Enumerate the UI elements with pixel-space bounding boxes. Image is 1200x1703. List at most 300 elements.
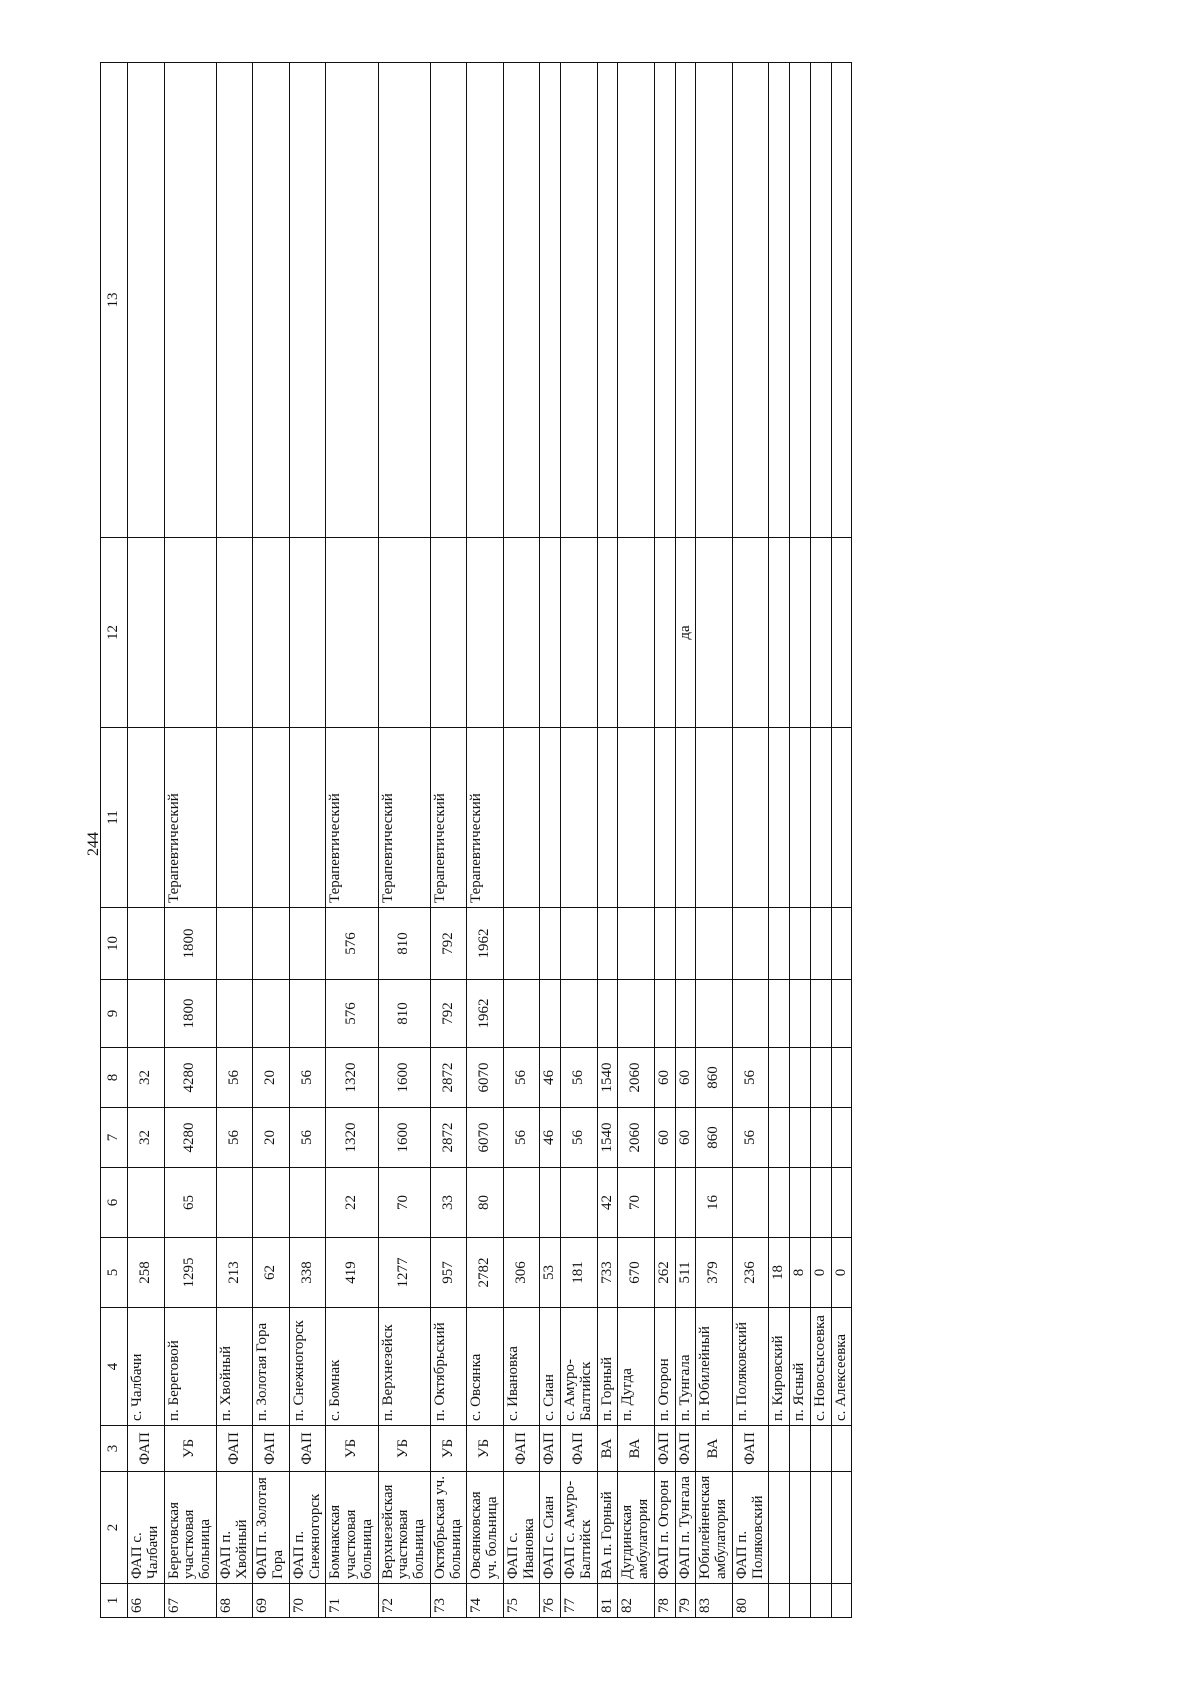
- table-cell-col12: [790, 538, 811, 728]
- table-cell-col2: ФАП п. Огорон: [654, 1472, 675, 1584]
- table-cell-col4: с. Амуро-Балтийск: [561, 1308, 598, 1426]
- table-cell-col13: [216, 63, 253, 538]
- table-cell-col11: [216, 728, 253, 908]
- table-cell-col5: 8: [790, 1238, 811, 1308]
- table-row: [675, 63, 696, 1618]
- table-cell-col13: [597, 63, 618, 538]
- table-row: [378, 63, 430, 1618]
- table-cell-col12: [597, 538, 618, 728]
- table-cell-col10: [128, 908, 165, 980]
- table-cell-col4: с. Ивановка: [503, 1308, 540, 1426]
- table-cell-col12: [164, 538, 216, 728]
- table-cell-col4: п. Верхнезейск: [378, 1308, 430, 1426]
- table-cell-col2: ВА п. Горный: [597, 1472, 618, 1584]
- table-cell-col6: [561, 1168, 598, 1238]
- table-cell-col3: УБ: [326, 1426, 378, 1472]
- table-cell-col4: п. Октябрьский: [430, 1308, 467, 1426]
- table-cell-col13: [467, 63, 504, 538]
- table-cell-col11: Терапевтический: [326, 728, 378, 908]
- table-cell-col5: 1277: [378, 1238, 430, 1308]
- column-header: 5: [101, 1238, 128, 1308]
- table-cell-col11: [696, 728, 733, 908]
- table-cell-col8: 2872: [430, 1048, 467, 1108]
- table-cell-col4: п. Поляковский: [732, 1308, 769, 1426]
- table-cell-col11: [597, 728, 618, 908]
- table-cell-col7: 56: [503, 1108, 540, 1168]
- table-cell-col12: [810, 538, 831, 728]
- table-cell-col6: [810, 1168, 831, 1238]
- table-cell-col4: п. Хвойный: [216, 1308, 253, 1426]
- table-cell-col2: Бомнакская участковая больница: [326, 1472, 378, 1584]
- table-cell-col3: ФАП: [503, 1426, 540, 1472]
- table-row: [540, 63, 561, 1618]
- table-cell-col6: [289, 1168, 326, 1238]
- table-cell-col7: 56: [732, 1108, 769, 1168]
- table-cell-col8: 1320: [326, 1048, 378, 1108]
- table-cell-col10: [618, 908, 655, 980]
- table-cell-col8: 1600: [378, 1048, 430, 1108]
- table-cell-col10: [540, 908, 561, 980]
- table-cell-col5: 419: [326, 1238, 378, 1308]
- table-cell-col7: 60: [675, 1108, 696, 1168]
- table-cell-col4: с. Новосысоевка: [810, 1308, 831, 1426]
- table-cell-col7: [831, 1108, 852, 1168]
- table-cell-col11: Терапевтический: [378, 728, 430, 908]
- table-cell-col9: [597, 980, 618, 1048]
- table-row: [561, 63, 598, 1618]
- column-header: 4: [101, 1308, 128, 1426]
- table-cell-col6: [769, 1168, 790, 1238]
- table-row: [326, 63, 378, 1618]
- table-cell-col5: 53: [540, 1238, 561, 1308]
- table-cell-col11: [561, 728, 598, 908]
- table-cell-col3: УБ: [430, 1426, 467, 1472]
- table-cell-col4: п. Ясный: [790, 1308, 811, 1426]
- column-header: 11: [101, 728, 128, 908]
- table-cell-col1: 78: [654, 1584, 675, 1618]
- table-cell-col8: 56: [561, 1048, 598, 1108]
- table-row: [732, 63, 769, 1618]
- table-cell-col13: [810, 63, 831, 538]
- table-cell-col11: [654, 728, 675, 908]
- table-cell-col8: 1540: [597, 1048, 618, 1108]
- table-cell-col8: 56: [216, 1048, 253, 1108]
- table-cell-col11: [540, 728, 561, 908]
- table-cell-col9: [216, 980, 253, 1048]
- table-cell-col11: [790, 728, 811, 908]
- table-cell-col7: 20: [253, 1108, 290, 1168]
- table-cell-col1: 81: [597, 1584, 618, 1618]
- table-cell-col13: [540, 63, 561, 538]
- table-cell-col9: 810: [378, 980, 430, 1048]
- table-cell-col1: [831, 1584, 852, 1618]
- table-cell-col7: 1320: [326, 1108, 378, 1168]
- table-cell-col10: 1800: [164, 908, 216, 980]
- table-cell-col8: 56: [503, 1048, 540, 1108]
- table-cell-col7: 46: [540, 1108, 561, 1168]
- table-row: [467, 63, 504, 1618]
- table-cell-col9: [253, 980, 290, 1048]
- table-cell-col8: [790, 1048, 811, 1108]
- table-cell-col2: ФАП с. Сиан: [540, 1472, 561, 1584]
- table-cell-col10: [675, 908, 696, 980]
- table-cell-col1: 71: [326, 1584, 378, 1618]
- table-cell-col1: 73: [430, 1584, 467, 1618]
- table-cell-col4: п. Снежногорск: [289, 1308, 326, 1426]
- table-cell-col13: [503, 63, 540, 538]
- table-cell-col12: [831, 538, 852, 728]
- table-cell-col10: [503, 908, 540, 980]
- table-row: [289, 63, 326, 1618]
- table-cell-col11: [253, 728, 290, 908]
- table-cell-col9: [540, 980, 561, 1048]
- column-header: 9: [101, 980, 128, 1048]
- column-header: 13: [101, 63, 128, 538]
- table-cell-col6: 65: [164, 1168, 216, 1238]
- table-cell-col3: ФАП: [253, 1426, 290, 1472]
- table-row: [253, 63, 290, 1618]
- table-cell-col8: 6070: [467, 1048, 504, 1108]
- table-cell-col1: [769, 1584, 790, 1618]
- page-number: 244: [85, 832, 102, 856]
- table-cell-col13: [289, 63, 326, 538]
- table-cell-col9: [561, 980, 598, 1048]
- table-cell-col12: [430, 538, 467, 728]
- table-cell-col3: [831, 1426, 852, 1472]
- table-cell-col9: [675, 980, 696, 1048]
- table-cell-col6: [654, 1168, 675, 1238]
- table-cell-col3: ФАП: [732, 1426, 769, 1472]
- table-cell-col11: Терапевтический: [467, 728, 504, 908]
- table-cell-col2: [810, 1472, 831, 1584]
- table-cell-col5: 213: [216, 1238, 253, 1308]
- table-cell-col12: [378, 538, 430, 728]
- table-cell-col8: 32: [128, 1048, 165, 1108]
- table-cell-col6: 16: [696, 1168, 733, 1238]
- table-cell-col6: [831, 1168, 852, 1238]
- column-header: 6: [101, 1168, 128, 1238]
- table-cell-col4: с. Чалбачи: [128, 1308, 165, 1426]
- table-cell-col3: ВА: [696, 1426, 733, 1472]
- table-cell-col9: [289, 980, 326, 1048]
- table-row: [128, 63, 165, 1618]
- table-cell-col1: 72: [378, 1584, 430, 1618]
- table-cell-col8: 60: [675, 1048, 696, 1108]
- table-cell-col2: Октябрьская уч. больница: [430, 1472, 467, 1584]
- table-cell-col5: 0: [831, 1238, 852, 1308]
- table-header: [101, 63, 128, 1618]
- table-cell-col5: 2782: [467, 1238, 504, 1308]
- table-row: [810, 63, 831, 1618]
- table-cell-col11: [503, 728, 540, 908]
- table-cell-col8: 56: [732, 1048, 769, 1108]
- table-cell-col12: [732, 538, 769, 728]
- table-cell-col8: [810, 1048, 831, 1108]
- header-row: [101, 63, 128, 1618]
- table-cell-col1: 74: [467, 1584, 504, 1618]
- table-cell-col6: [253, 1168, 290, 1238]
- table-cell-col6: 42: [597, 1168, 618, 1238]
- table-row: [164, 63, 216, 1618]
- table-cell-col3: ВА: [597, 1426, 618, 1472]
- table-cell-col2: Верхнезейская участковая больница: [378, 1472, 430, 1584]
- table-cell-col3: ВА: [618, 1426, 655, 1472]
- table-cell-col1: 67: [164, 1584, 216, 1618]
- table-cell-col11: [831, 728, 852, 908]
- table-cell-col13: [675, 63, 696, 538]
- table-cell-col12: [654, 538, 675, 728]
- table-cell-col11: [618, 728, 655, 908]
- table-cell-col13: [128, 63, 165, 538]
- table-cell-col1: 83: [696, 1584, 733, 1618]
- table-cell-col9: [128, 980, 165, 1048]
- column-header: 8: [101, 1048, 128, 1108]
- table-cell-col7: 56: [289, 1108, 326, 1168]
- table-cell-col5: 181: [561, 1238, 598, 1308]
- table-cell-col10: [732, 908, 769, 980]
- table-cell-col2: Юбилейненская амбулатория: [696, 1472, 733, 1584]
- table-cell-col1: 80: [732, 1584, 769, 1618]
- table-cell-col5: 262: [654, 1238, 675, 1308]
- table-cell-col4: п. Юбилейный: [696, 1308, 733, 1426]
- table-cell-col4: п. Горный: [597, 1308, 618, 1426]
- table-cell-col6: [128, 1168, 165, 1238]
- table-cell-col4: с. Сиан: [540, 1308, 561, 1426]
- table-cell-col1: 68: [216, 1584, 253, 1618]
- table-cell-col1: [790, 1584, 811, 1618]
- table-cell-col2: ФАП с. Амуро-Балтийск: [561, 1472, 598, 1584]
- table-cell-col13: [326, 63, 378, 538]
- table-cell-col9: [810, 980, 831, 1048]
- table-cell-col7: 1600: [378, 1108, 430, 1168]
- table-cell-col8: 2060: [618, 1048, 655, 1108]
- table-cell-col12: [561, 538, 598, 728]
- table-cell-col12: да: [675, 538, 696, 728]
- table-cell-col6: [540, 1168, 561, 1238]
- table-cell-col9: [654, 980, 675, 1048]
- table-cell-col3: ФАП: [675, 1426, 696, 1472]
- column-header: 1: [101, 1584, 128, 1618]
- table-cell-col9: 792: [430, 980, 467, 1048]
- table-body: [128, 63, 852, 1618]
- table-row: [654, 63, 675, 1618]
- table-cell-col7: 2060: [618, 1108, 655, 1168]
- table-cell-col8: 4280: [164, 1048, 216, 1108]
- table-cell-col2: ФАП п. Хвойный: [216, 1472, 253, 1584]
- table-cell-col10: 810: [378, 908, 430, 980]
- table-cell-col11: [810, 728, 831, 908]
- table-cell-col9: [732, 980, 769, 1048]
- table-cell-col4: с. Овсянка: [467, 1308, 504, 1426]
- table-row: [597, 63, 618, 1618]
- table-cell-col7: 4280: [164, 1108, 216, 1168]
- table-cell-col4: с. Алексеевка: [831, 1308, 852, 1426]
- table-cell-col12: [467, 538, 504, 728]
- table-cell-col9: 1800: [164, 980, 216, 1048]
- table-cell-col7: 1540: [597, 1108, 618, 1168]
- table-cell-col3: ФАП: [654, 1426, 675, 1472]
- table-cell-col5: 258: [128, 1238, 165, 1308]
- table-cell-col2: ФАП с. Чалбачи: [128, 1472, 165, 1584]
- table-cell-col4: п. Золотая Гора: [253, 1308, 290, 1426]
- table-cell-col3: УБ: [467, 1426, 504, 1472]
- column-header: 3: [101, 1426, 128, 1472]
- table-cell-col5: 733: [597, 1238, 618, 1308]
- table-cell-col1: 77: [561, 1584, 598, 1618]
- table-row: [503, 63, 540, 1618]
- table-cell-col13: [732, 63, 769, 538]
- table-cell-col12: [696, 538, 733, 728]
- table-cell-col3: ФАП: [128, 1426, 165, 1472]
- table-cell-col5: 62: [253, 1238, 290, 1308]
- table-cell-col7: 32: [128, 1108, 165, 1168]
- table-cell-col12: [216, 538, 253, 728]
- table-cell-col11: [769, 728, 790, 908]
- table-cell-col10: [216, 908, 253, 980]
- table-row: [696, 63, 733, 1618]
- table-cell-col13: [831, 63, 852, 538]
- table-cell-col1: 79: [675, 1584, 696, 1618]
- table-cell-col2: [769, 1472, 790, 1584]
- table-cell-col13: [696, 63, 733, 538]
- table-cell-col8: 56: [289, 1048, 326, 1108]
- table-cell-col8: [831, 1048, 852, 1108]
- table-cell-col7: 56: [216, 1108, 253, 1168]
- table-cell-col6: [675, 1168, 696, 1238]
- table-cell-col13: [561, 63, 598, 538]
- table-cell-col10: 576: [326, 908, 378, 980]
- table-cell-col6: 22: [326, 1168, 378, 1238]
- column-header: 7: [101, 1108, 128, 1168]
- table-cell-col12: [253, 538, 290, 728]
- table-cell-col1: 76: [540, 1584, 561, 1618]
- table-cell-col13: [769, 63, 790, 538]
- table-cell-col8: 860: [696, 1048, 733, 1108]
- table-row: [769, 63, 790, 1618]
- table-cell-col13: [790, 63, 811, 538]
- table-cell-col3: [810, 1426, 831, 1472]
- table-cell-col5: 511: [675, 1238, 696, 1308]
- table-cell-col8: [769, 1048, 790, 1108]
- table-cell-col12: [128, 538, 165, 728]
- table-cell-col13: [618, 63, 655, 538]
- rotated-table-container: [100, 63, 880, 1618]
- table-cell-col13: [164, 63, 216, 538]
- table-cell-col3: ФАП: [216, 1426, 253, 1472]
- table-cell-col9: [696, 980, 733, 1048]
- column-header: 2: [101, 1472, 128, 1584]
- table-cell-col5: 18: [769, 1238, 790, 1308]
- table-cell-col4: п. Береговой: [164, 1308, 216, 1426]
- table-cell-col10: [790, 908, 811, 980]
- table-cell-col3: ФАП: [289, 1426, 326, 1472]
- table-cell-col6: [216, 1168, 253, 1238]
- table-cell-col9: [503, 980, 540, 1048]
- table-cell-col12: [618, 538, 655, 728]
- table-row: [216, 63, 253, 1618]
- table-cell-col3: [790, 1426, 811, 1472]
- table-cell-col6: 80: [467, 1168, 504, 1238]
- column-header: 12: [101, 538, 128, 728]
- table-cell-col8: 60: [654, 1048, 675, 1108]
- table-cell-col6: 70: [378, 1168, 430, 1238]
- table-cell-col13: [654, 63, 675, 538]
- table-cell-col5: 306: [503, 1238, 540, 1308]
- table-cell-col7: [810, 1108, 831, 1168]
- table-cell-col8: 20: [253, 1048, 290, 1108]
- table-cell-col9: 576: [326, 980, 378, 1048]
- table-cell-col9: [769, 980, 790, 1048]
- table-cell-col2: Овсянковская уч. больница: [467, 1472, 504, 1584]
- table-cell-col5: 338: [289, 1238, 326, 1308]
- table-cell-col13: [253, 63, 290, 538]
- table-cell-col9: 1962: [467, 980, 504, 1048]
- table-cell-col2: ФАП п. Тунгала: [675, 1472, 696, 1584]
- table-cell-col3: УБ: [164, 1426, 216, 1472]
- table-cell-col10: 1962: [467, 908, 504, 980]
- table-cell-col5: 379: [696, 1238, 733, 1308]
- table-cell-col1: 75: [503, 1584, 540, 1618]
- table-cell-col10: [561, 908, 598, 980]
- table-row: [831, 63, 852, 1618]
- table-cell-col10: [289, 908, 326, 980]
- table-cell-col10: [253, 908, 290, 980]
- table-cell-col9: [618, 980, 655, 1048]
- table-row: [618, 63, 655, 1618]
- table-cell-col7: 60: [654, 1108, 675, 1168]
- table-cell-col9: [790, 980, 811, 1048]
- table-cell-col6: [732, 1168, 769, 1238]
- table-cell-col11: [732, 728, 769, 908]
- table-cell-col13: [378, 63, 430, 538]
- table-cell-col7: 6070: [467, 1108, 504, 1168]
- table-cell-col3: УБ: [378, 1426, 430, 1472]
- table-cell-col12: [769, 538, 790, 728]
- table-cell-col6: 33: [430, 1168, 467, 1238]
- table-cell-col5: 1295: [164, 1238, 216, 1308]
- table-cell-col4: с. Бомнак: [326, 1308, 378, 1426]
- table-cell-col8: 46: [540, 1048, 561, 1108]
- table-cell-col1: 82: [618, 1584, 655, 1618]
- table-row: [790, 63, 811, 1618]
- table-cell-col11: Терапевтический: [430, 728, 467, 908]
- table-cell-col7: 2872: [430, 1108, 467, 1168]
- table-cell-col5: 0: [810, 1238, 831, 1308]
- table-cell-col11: [289, 728, 326, 908]
- table-cell-col12: [503, 538, 540, 728]
- table-cell-col7: 56: [561, 1108, 598, 1168]
- table-cell-col3: [769, 1426, 790, 1472]
- table-cell-col4: п. Дугда: [618, 1308, 655, 1426]
- table-cell-col2: [790, 1472, 811, 1584]
- table-cell-col10: [831, 908, 852, 980]
- table-cell-col10: [810, 908, 831, 980]
- table-row: [430, 63, 467, 1618]
- table-cell-col5: 236: [732, 1238, 769, 1308]
- table-cell-col12: [326, 538, 378, 728]
- table-cell-col7: [790, 1108, 811, 1168]
- table-cell-col2: ФАП п. Снежногорск: [289, 1472, 326, 1584]
- table-cell-col10: [597, 908, 618, 980]
- facilities-table: [100, 62, 852, 1618]
- table-cell-col1: 66: [128, 1584, 165, 1618]
- table-cell-col5: 670: [618, 1238, 655, 1308]
- table-cell-col2: ФАП п. Поляковский: [732, 1472, 769, 1584]
- table-cell-col4: п. Тунгала: [675, 1308, 696, 1426]
- table-cell-col9: [831, 980, 852, 1048]
- table-cell-col12: [540, 538, 561, 728]
- table-cell-col7: [769, 1108, 790, 1168]
